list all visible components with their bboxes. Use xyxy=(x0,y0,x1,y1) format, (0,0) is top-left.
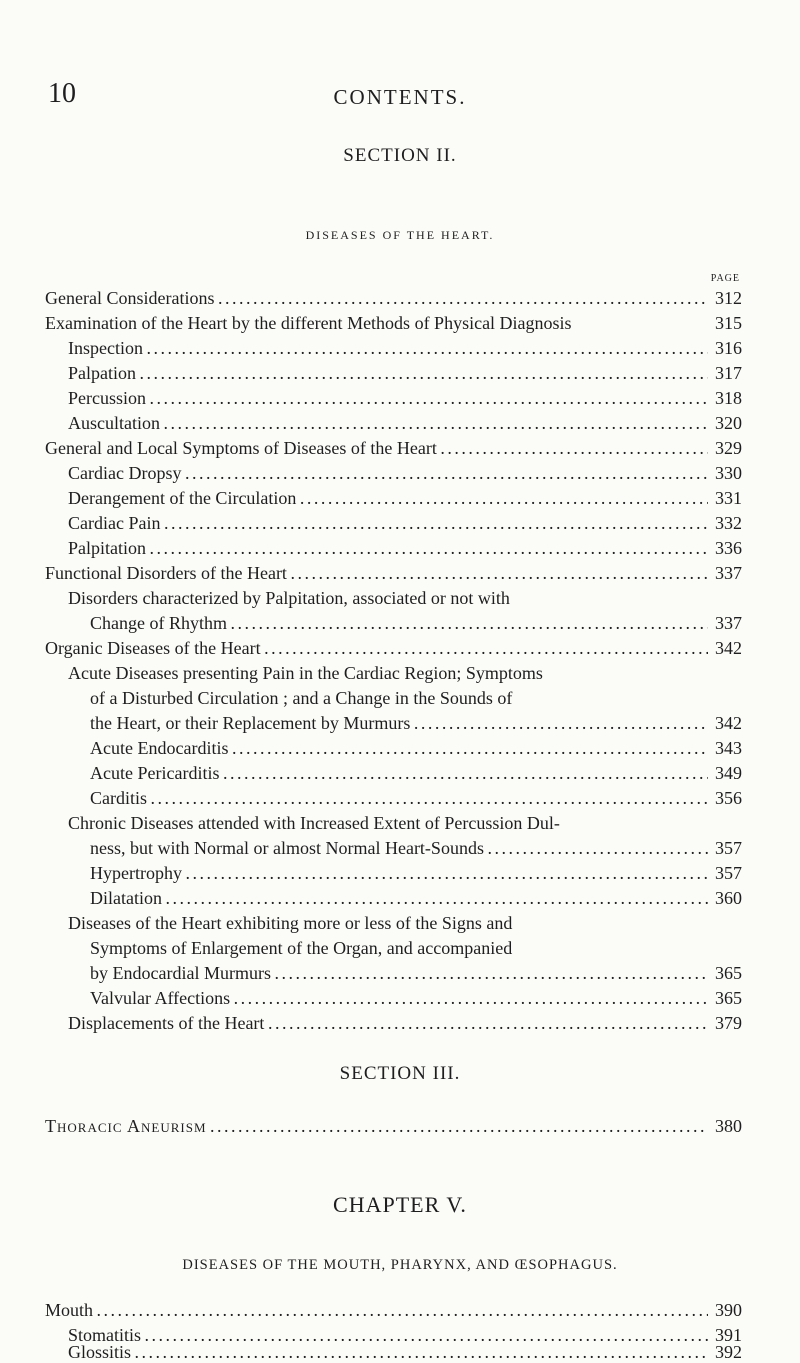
toc-entry-page: 379 xyxy=(715,1013,742,1033)
toc-entry xyxy=(0,488,800,509)
toc-entry-text: Disorders characterized by Palpitation, associated or not with xyxy=(68,588,510,608)
toc-entry xyxy=(0,563,800,584)
toc-entry xyxy=(0,838,800,859)
toc-entry-text: Chronic Diseases attended with Increased Extent of Percussion Dul- xyxy=(68,813,560,833)
page-number: 10 xyxy=(48,78,76,109)
toc-entry-text: General and Local Symptoms of Diseases of the Heart . . . xyxy=(45,438,708,459)
toc-entry-text: Acute Pericarditis . . . xyxy=(90,763,708,784)
toc-entry xyxy=(0,638,800,659)
toc-entry xyxy=(0,963,800,984)
toc-entry-page: 357 xyxy=(715,863,742,883)
section-ii-title: SECTION II. xyxy=(343,145,457,166)
toc-entry-text: Palpitation . . . xyxy=(68,538,708,559)
toc-entry-page: 343 xyxy=(715,738,742,758)
toc-entry-text: Palpation . . . xyxy=(68,363,708,384)
page-column-label: PAGE xyxy=(710,273,740,284)
toc-entry-page: 337 xyxy=(715,563,742,583)
toc-entry-page: 356 xyxy=(715,788,742,808)
toc-entry-page: 357 xyxy=(715,838,742,858)
toc-entry-text: Stomatitis . . . xyxy=(68,1325,708,1346)
toc-entry xyxy=(0,1013,800,1034)
toc-entry-page: 317 xyxy=(715,363,742,383)
toc-entry-text: by Endocardial Murmurs . . . xyxy=(90,963,708,984)
toc-entry-page: 342 xyxy=(715,713,742,733)
toc-entry xyxy=(0,1116,800,1137)
running-title: CONTENTS. xyxy=(333,85,467,109)
toc-entry xyxy=(0,988,800,1009)
toc-entry xyxy=(0,288,800,309)
toc-entry-text: Auscultation . . . xyxy=(68,413,708,434)
toc-entry-page: 316 xyxy=(715,338,742,358)
toc-entry xyxy=(0,338,800,359)
section-ii-subtitle: DISEASES OF THE HEART. xyxy=(305,228,495,242)
toc-entry-text: Cardiac Pain . . . xyxy=(68,513,708,534)
toc-entry-text: Displacements of the Heart . . . xyxy=(68,1013,708,1034)
chapter-v-subtitle: DISEASES OF THE MOUTH, PHARYNX, AND ŒSOPHAGUS. xyxy=(182,1257,618,1273)
toc-entry-text: Glossitis . . . xyxy=(68,1342,708,1363)
toc-entry xyxy=(0,388,800,409)
toc-entry-page: 330 xyxy=(715,463,742,483)
toc-entry-page: 320 xyxy=(715,413,742,433)
toc-entry-page: 380 xyxy=(715,1116,742,1136)
toc-entry-text: Examination of the Heart by the different Methods of Physical Diagnosis xyxy=(45,313,572,333)
toc-entry-text: Percussion . . . xyxy=(68,388,708,409)
toc-entry-page: 349 xyxy=(715,763,742,783)
toc-entry-page: 337 xyxy=(715,613,742,633)
toc-entry-text: Organic Diseases of the Heart . . . xyxy=(45,638,708,659)
page-header xyxy=(0,78,800,118)
toc-entry-text: General Considerations . . . xyxy=(45,288,708,309)
toc-entry-text: Derangement of the Circulation . . . xyxy=(68,488,708,509)
toc-entry-page: 329 xyxy=(715,438,742,458)
toc-entry-page: 318 xyxy=(715,388,742,408)
toc-entry xyxy=(0,1300,800,1321)
section-iii-title: SECTION III. xyxy=(339,1063,461,1084)
toc-entry xyxy=(0,463,800,484)
toc-entry-text: Change of Rhythm . . . xyxy=(90,613,708,634)
toc-entry xyxy=(0,863,800,884)
toc-entry-page: 365 xyxy=(715,963,742,983)
chapter-v-title: CHAPTER V. xyxy=(333,1192,467,1217)
toc-entry xyxy=(0,513,800,534)
toc-entry-page: 332 xyxy=(715,513,742,533)
toc-entry-text: Mouth . . . xyxy=(45,1300,708,1321)
toc-entry-page: 390 xyxy=(715,1300,742,1320)
toc-entry xyxy=(0,1342,800,1363)
toc-entry xyxy=(0,788,800,809)
toc-entry-text: Carditis . . . xyxy=(90,788,708,809)
toc-entry-page: 360 xyxy=(715,888,742,908)
toc-entry-text: of a Disturbed Circulation ; and a Change in the Sounds of xyxy=(90,688,513,708)
toc-entry-page: 392 xyxy=(715,1342,742,1362)
toc-entry-text: Acute Diseases presenting Pain in the Cardiac Region; Symptoms xyxy=(68,663,543,683)
toc-entry-page: 336 xyxy=(715,538,742,558)
toc-entry-page: 365 xyxy=(715,988,742,1008)
toc-entry-text: Functional Disorders of the Heart . . . xyxy=(45,563,708,584)
toc-entry-page: 342 xyxy=(715,638,742,658)
toc-entry xyxy=(0,438,800,459)
toc-entry xyxy=(0,363,800,384)
toc-entry-text: Dilatation . . . xyxy=(90,888,708,909)
toc-entry-text: Inspection . . . xyxy=(68,338,708,359)
toc-entry-text: the Heart, or their Replacement by Murmurs . . . xyxy=(90,713,708,734)
toc-entry-page: 391 xyxy=(715,1325,742,1345)
toc-entry-page: 331 xyxy=(715,488,742,508)
toc-entry xyxy=(0,763,800,784)
toc-entry-text: Diseases of the Heart exhibiting more or less of the Signs and xyxy=(68,913,513,933)
toc-entry-page: 312 xyxy=(715,288,742,308)
toc-entry-text: Symptoms of Enlargement of the Organ, and accompanied xyxy=(90,938,513,958)
toc-entry xyxy=(0,888,800,909)
toc-entry xyxy=(0,738,800,759)
toc-entry xyxy=(0,713,800,734)
toc-entry-text: Valvular Affections . . . xyxy=(90,988,708,1009)
toc-entry-text: Cardiac Dropsy . . . xyxy=(68,463,708,484)
toc-entry-text: ness, but with Normal or almost Normal Heart-Sounds . . . xyxy=(90,838,708,859)
toc-entry-page: 315 xyxy=(715,313,742,333)
toc-entry-text: Acute Endocarditis . . . xyxy=(90,738,708,759)
toc-entry-text: Hypertrophy . . . xyxy=(90,863,708,884)
toc-entry xyxy=(0,413,800,434)
toc-entry xyxy=(0,538,800,559)
toc-entry xyxy=(0,613,800,634)
toc-entry-text: Thoracic Aneurism . . . xyxy=(45,1116,708,1137)
